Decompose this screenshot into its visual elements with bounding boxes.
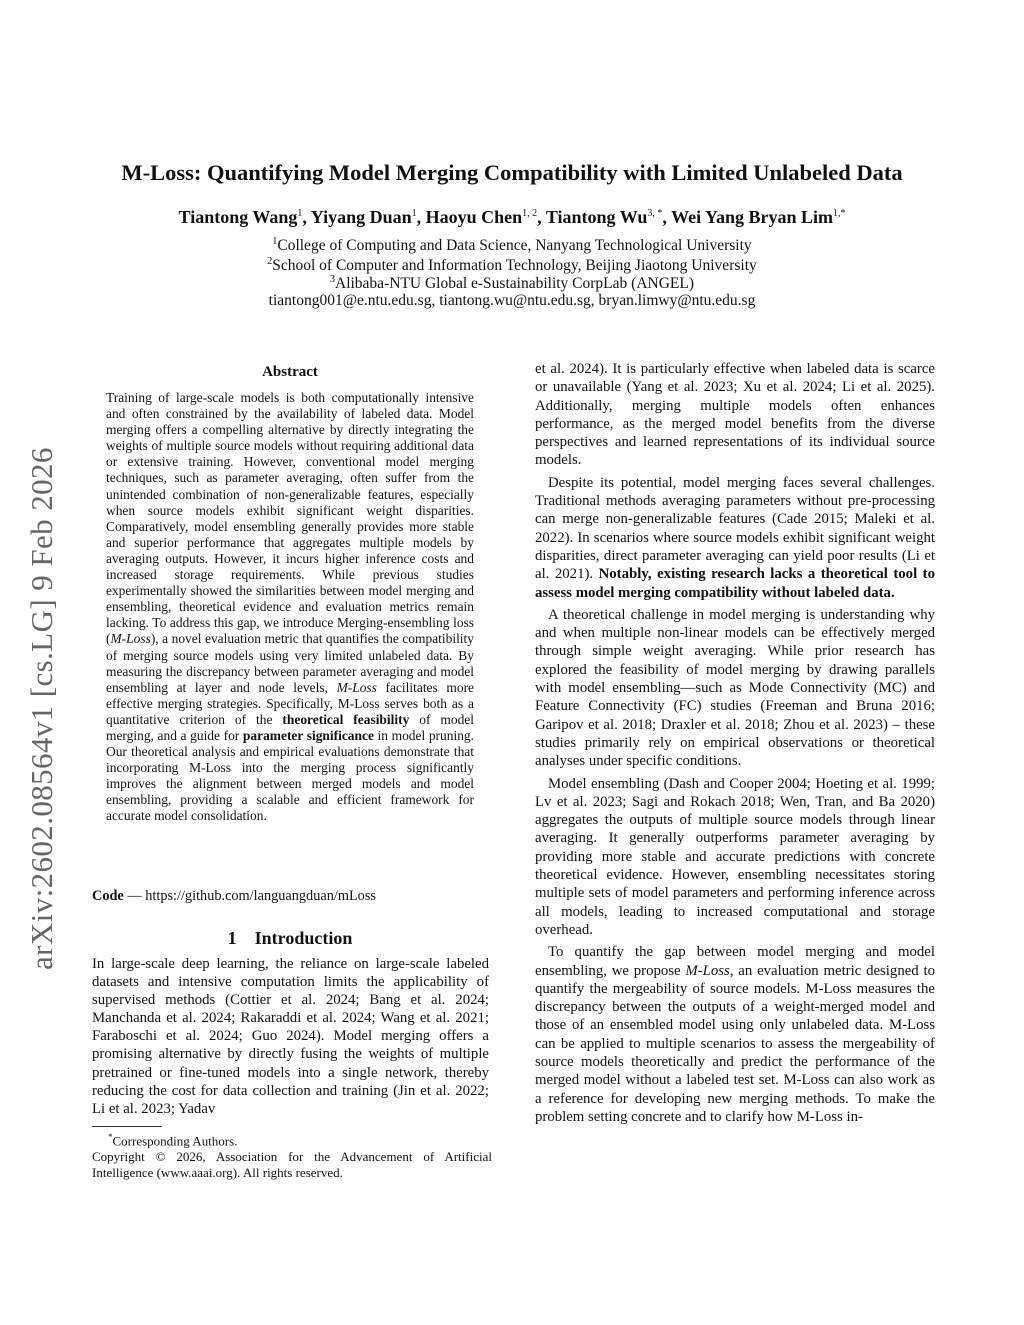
emphasis-parameter-significance: parameter significance	[242, 727, 374, 743]
mloss-term: M-Loss	[685, 962, 730, 979]
affiliation-mark: 3	[330, 274, 335, 285]
author-affiliation-mark: 3, *	[647, 208, 663, 219]
corresponding-author-note: *Corresponding Authors.	[108, 1132, 238, 1149]
code-link-line: Code — https://github.com/languangduan/mLoss	[92, 888, 376, 904]
copyright-notice: Copyright © 2026, Association for the Advancement of Artificial Intelligence (www.aaai.org). All rights reserved.	[92, 1149, 492, 1181]
body-paragraph: A theoretical challenge in model merging is understanding why and when multiple non-linear models can be effectively merged through simple weight averaging. While prior research has explored the feasibility of model merging by drawing parallels with model ensembling—such as Mode Connectivity (MC) and Feature Connectivity (FC) studies (Freeman and Bruna 2016; Garipov et al. 2018; Draxler et al. 2018; Zhou et al. 2023) – these studies primarily rely on empirical observations or theoretical analyses under specific conditions.	[535, 606, 935, 770]
body-paragraph: et al. 2024). It is particularly effective when labeled data is scarce or unavailable (Yang et al. 2023; Xu et al. 2024; Li et al. 2025). Additionally, merging multiple models often enhances performance, as the merged model benefits from the diverse perspectives and learned representations of its individual source models.	[535, 361, 935, 469]
affiliation-text: College of Computing and Data Science, Nanyang Technological University	[277, 237, 752, 255]
affiliation-line	[0, 274, 1024, 293]
right-column	[535, 360, 935, 1126]
affiliation-text: Alibaba-NTU Global e-Sustainability CorpLab (ANGEL)	[335, 275, 694, 293]
author-affiliation-mark: 1,*	[832, 208, 846, 219]
code-label: Code	[92, 888, 124, 904]
paper-title: M-Loss: Quantifying Model Merging Compatibility with Limited Unlabeled Data	[121, 160, 903, 185]
author-affiliation-mark: 1	[297, 208, 303, 219]
code-url-link[interactable]: https://github.com/languangduan/mLoss	[145, 888, 376, 904]
emphasis-theoretical-feasibility: theoretical feasibility	[282, 711, 410, 727]
author-affiliation-mark: 1, 2	[522, 208, 538, 219]
footnote-rule	[92, 1126, 162, 1127]
affiliation-text: School of Computer and Information Technology, Beijing Jiaotong University	[272, 257, 757, 275]
author-name: Tiantong Wang	[178, 207, 298, 227]
affiliation-line	[0, 256, 1024, 275]
abstract-body: Training of large-scale models is both computationally intensive and often constrained by the availability of labeled data. Model merging offers a compelling alternative by directly integrating the weights of multiple source models without requiring additional data or extensive training. However, conventional model merging techniques, such as parameter averaging, often suffer from the unintended combination of non-generalizable features, especially when source models exhibit significant weight disparities. Comparatively, model ensembling generally provides more stable and superior performance that aggregates multiple models by averaging outputs. However, it incurs higher inference costs and increased storage requirements. While previous studies experimentally showed the similarities between model merging and ensembling, theoretical evidence and evaluation metrics remain lacking. To address this gap, we introduce Merging-ensembling loss (M-Loss), a novel evaluation metric that quantifies the compatibility of merging source models using very limited unlabeled data. By measuring the discrepancy between parameter averaging and model ensembling at layer and node levels, M-Loss facilitates more effective merging strategies. Specifically, M-Loss serves both as a quantitative criterion of the theoretical feasibility of model merging, and a guide for parameter significance in model pruning. Our theoretical analysis and empirical evaluations demonstrate that incorporating M-Loss into the merging process significantly improves the alignment between merged models and model ensembling, providing a scalable and efficient framework for accurate model consolidation.	[106, 390, 475, 824]
author-name: Tiantong Wu	[545, 207, 648, 227]
author-affiliation-mark: 1	[411, 208, 417, 219]
body-paragraph: Model ensembling (Dash and Cooper 2004; Hoeting et al. 1999; Lv et al. 2023; Sagi and Rokach 2018; Wen, Tran, and Ba 2020) aggregates the outputs of multiple source models through linear averaging. It generally outperforms parameter averaging by providing more stable and accurate predictions with concrete theoretical evidence. However, ensembling necessitates storing multiple sets of model parameters and performing inference across all models, leading to increased computational and storage overhead.	[535, 775, 935, 938]
author-name: Wei Yang Bryan Lim	[671, 207, 833, 227]
body-paragraph: Despite its potential, model merging faces several challenges. Traditional methods averaging parameters without pre-processing can merge non-generalizable features (Cade 2015; Maleki et al. 2022). In scenarios where source models exhibit significant weight disparities, direct parameter averaging can yield poor results (Li et al. 2021). Notably, existing research lacks a theoretical tool to assess model merging compatibility without labeled data.	[535, 474, 935, 601]
section-number: 1	[227, 928, 237, 948]
footnotes	[92, 1129, 492, 1181]
arxiv-identifier: arXiv:2602.08564v1 [cs.LG] 9 Feb 2026	[24, 447, 59, 970]
affiliation-mark: 1	[272, 236, 278, 247]
section-title: Introduction	[254, 928, 353, 948]
mloss-term: M-Loss	[336, 679, 377, 695]
affiliation-line	[0, 236, 1024, 255]
author-name: Haoyu Chen	[425, 207, 523, 227]
author-emails: tiantong001@e.ntu.edu.sg, tiantong.wu@ntu.edu.sg, bryan.limwy@ntu.edu.sg	[268, 292, 756, 309]
abstract-heading: Abstract	[262, 364, 318, 380]
affiliation-mark: 2	[267, 256, 273, 267]
author-name: Yiyang Duan	[310, 207, 412, 227]
section-heading	[92, 928, 488, 949]
body-paragraph: To quantify the gap between model merging and model ensembling, we propose M-Loss, an evaluation metric designed to quantify the mergeability of source models. M-Loss measures the discrepancy between the outputs of a weight-merged model and those of an ensembled model using only unlabeled data. M-Loss can be applied to multiple scenarios to assess the mergeability of source models theoretically and predict the performance of the merged model without a labeled test set. M-Loss can also work as a reference for developing new merging methods. To make the problem setting concrete and to clarify how M-Loss in-	[535, 944, 935, 1125]
author-list: Tiantong Wang$^1$, Yiyang Duan$^1$, Haoyu Chen$^{1, 2}$, Tiantong $Wu^{3, *}$, Wei Yang Bryan Lim$^{1,*}$	[178, 207, 846, 227]
intro-paragraph: In large-scale deep learning, the reliance on large-scale labeled datasets and intensive computation limits the applicability of supervised methods (Cottier et al. 2024; Bang et al. 2024; Manchanda et al. 2024; Rakaraddi et al. 2024; Wang et al. 2021; Faraboschi et al. 2024; Guo 2024). Model merging offers a promising alternative by directly fusing the weights of multiple pretrained or fine-tuned models into a single network, thereby reducing the cost for data collection and training (Jin et al. 2022; Li et al. 2023; Yadav	[92, 956, 489, 1117]
bold-claim: Notably, existing research lacks a theoretical tool to assess model merging compatibility without labeled data.	[535, 566, 935, 601]
mloss-term: M-Loss	[110, 631, 151, 647]
